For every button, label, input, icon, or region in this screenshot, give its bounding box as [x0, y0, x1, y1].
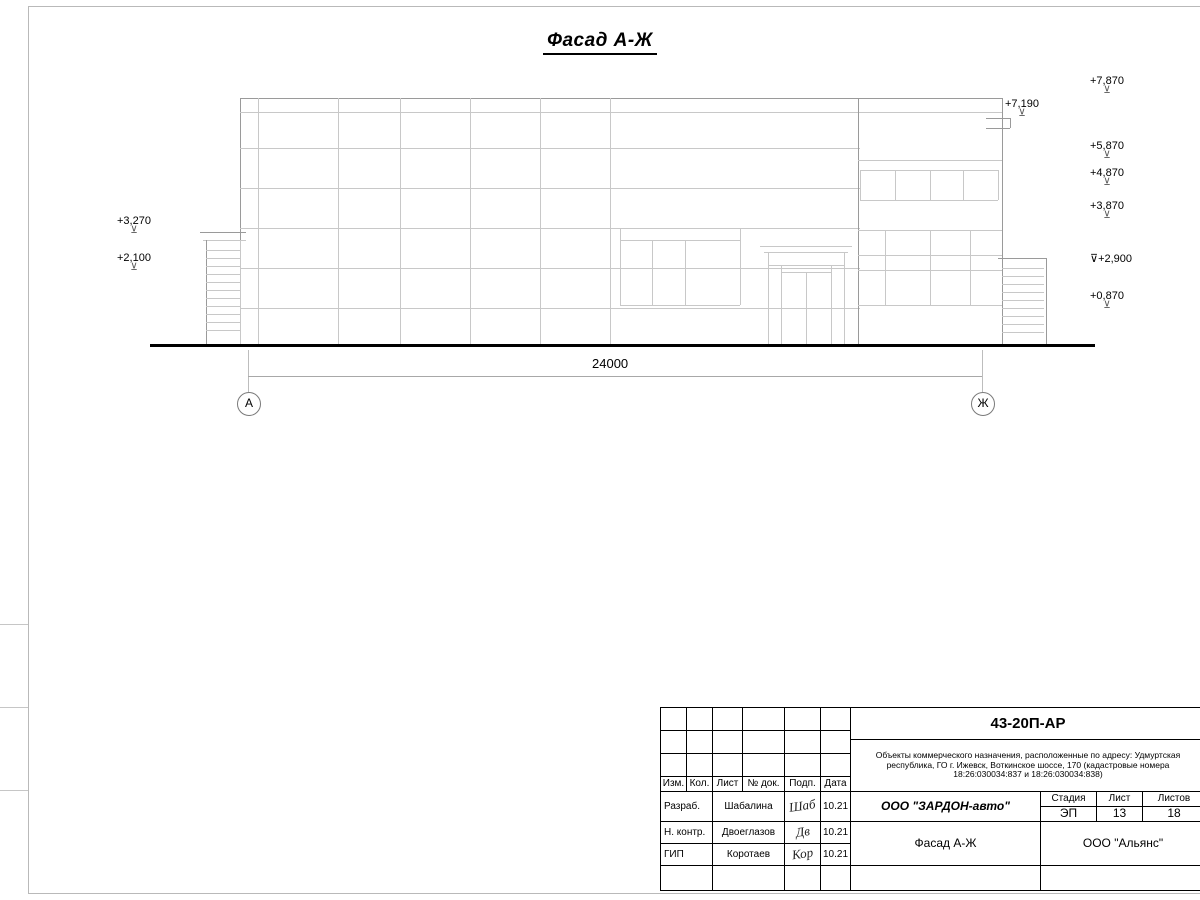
revision-header-podp: Подп.: [785, 777, 821, 792]
window-mullion: [998, 170, 999, 200]
level-mark-value: +7,870: [1090, 75, 1124, 87]
page-title-text: Фасад А-Ж: [543, 30, 657, 55]
role-signature-gip: [785, 844, 821, 866]
sheet-frame-left-edge: [28, 6, 29, 894]
louvre-slat: [1002, 324, 1044, 325]
facade-block-line: [858, 160, 1002, 161]
window-band-bottom: [860, 200, 998, 201]
stamp-blank-cell: [1041, 866, 1200, 891]
revision-header-list: Лист: [713, 777, 743, 792]
revision-cell: [743, 731, 785, 754]
louvre-slat: [206, 290, 240, 291]
role-name-gip: Коротаев: [713, 844, 785, 866]
facade-grid-line-h: [240, 148, 860, 149]
louvre-slat: [1002, 292, 1044, 293]
parapet-detail: [1010, 118, 1011, 128]
sheet-name: Фасад А-Ж: [851, 822, 1041, 866]
facade-grid-line-h: [240, 112, 1002, 113]
role-name-normcontrol: Двоеглазов: [713, 822, 785, 844]
entrance-door-jamb: [831, 265, 832, 344]
louvre-slat: [206, 258, 240, 259]
level-mark-arrow-icon: ⊻: [1103, 85, 1111, 96]
window-mullion: [860, 170, 861, 200]
louvre-slat: [206, 298, 240, 299]
axis-stem-a: [248, 350, 249, 392]
level-mark-arrow-icon: ⊻: [130, 262, 138, 273]
revision-header-kol: Кол.: [687, 777, 713, 792]
louvre-slat: [206, 266, 240, 267]
facade-grid-line-h: [240, 268, 860, 269]
level-mark-value: +2,900: [1098, 253, 1133, 265]
level-mark-arrow-icon: ⊻: [1103, 300, 1111, 311]
annex-roof-left: [200, 232, 246, 233]
level-mark-arrow-icon: ⊽: [1090, 253, 1099, 265]
window-mullion: [652, 240, 653, 305]
sheet-frame-top-edge: [28, 6, 1200, 7]
facade-grid-line-v: [338, 98, 339, 344]
louvre-slat: [206, 250, 240, 251]
stage-header-sheet: Лист: [1097, 792, 1143, 807]
revision-cell: [785, 731, 821, 754]
level-mark-right-4: [1090, 167, 1124, 186]
facade-grid-line-h: [240, 188, 860, 189]
customer-name: ООО "ЗАРДОН-авто": [851, 792, 1041, 822]
level-mark-value: +3,270: [117, 215, 151, 227]
window-mullion: [895, 170, 896, 200]
window-band-line: [620, 240, 740, 241]
facade-grid-line-v: [470, 98, 471, 344]
revision-cell: [743, 754, 785, 777]
louvre-slat: [1002, 276, 1044, 277]
level-mark-arrow-icon: ⊻: [1018, 108, 1026, 119]
level-mark-arrow-icon: ⊻: [130, 225, 138, 236]
level-mark-value: +5,870: [1090, 140, 1124, 152]
louvre-slat: [1002, 308, 1044, 309]
level-mark-right-6: [1090, 252, 1132, 265]
stamp-blank-cell: [785, 866, 821, 891]
revision-cell: [661, 731, 687, 754]
building-outline-top: [240, 98, 1002, 99]
annex-edge-left: [206, 240, 207, 344]
level-mark-right-5: [1090, 200, 1124, 219]
revision-cell: [821, 708, 851, 731]
revision-cell: [661, 708, 687, 731]
facade-grid-line-v: [610, 98, 611, 344]
role-signature-normcontrol: [785, 822, 821, 844]
designer-organization: ООО "Альянс": [1041, 822, 1200, 866]
louvre-slat: [1002, 332, 1044, 333]
parapet-detail: [986, 128, 1010, 129]
revision-header-izm: Изм.: [661, 777, 687, 792]
revision-cell: [821, 754, 851, 777]
level-mark-right-3: [1090, 140, 1124, 159]
sheet-margin-tick: [0, 707, 28, 708]
louvre-slat: [206, 330, 240, 331]
role-label-gip: ГИП: [661, 844, 713, 866]
window-mullion: [930, 230, 931, 305]
facade-grid-line-v: [258, 98, 259, 344]
page-title: [0, 30, 1200, 52]
stage-value-sheets: 18: [1143, 807, 1200, 822]
role-label-developer: Разраб.: [661, 792, 713, 822]
stamp-blank-cell: [851, 866, 1041, 891]
window-mullion: [970, 230, 971, 305]
stamp-blank-cell: [713, 866, 785, 891]
level-mark-value: +7,190: [1005, 98, 1039, 110]
level-mark-arrow-icon: ⊻: [1103, 150, 1111, 161]
overall-dimension-label: 24000: [592, 356, 629, 371]
role-signature-developer: [785, 792, 821, 822]
louvre-slat: [206, 282, 240, 283]
level-mark-arrow-icon: ⊻: [1103, 210, 1111, 221]
louvre-slat: [1002, 284, 1044, 285]
signature-mark: Дв: [794, 823, 811, 840]
level-mark-value: +2,100: [117, 252, 151, 264]
louvre-slat: [1002, 316, 1044, 317]
stage-value-sheet: 13: [1097, 807, 1143, 822]
role-label-normcontrol: Н. контр.: [661, 822, 713, 844]
axis-stem-zh: [982, 350, 983, 392]
louvre-slat: [1002, 300, 1044, 301]
stage-header-stage: Стадия: [1041, 792, 1097, 807]
facade-grid-line-h: [240, 308, 860, 309]
object-description: Объекты коммерческого назначения, расположенные по адресу: Удмуртская республика, ГО г. Ижевск, Воткинское шоссе, 170 (кадастровые номера 18:26:030034:837 и 18:26:030034:838): [851, 740, 1200, 792]
role-date-normcontrol: 10.21: [821, 822, 851, 844]
revision-cell: [785, 754, 821, 777]
level-mark-value: +3,870: [1090, 200, 1124, 212]
revision-cell: [821, 731, 851, 754]
level-mark-value: +0,870: [1090, 290, 1124, 302]
revision-cell: [713, 754, 743, 777]
louvre-slat: [206, 322, 240, 323]
window-mullion: [885, 230, 886, 305]
signature-mark: Кор: [790, 844, 814, 863]
sheet-margin-tick: [0, 790, 28, 791]
level-mark-left-1: [117, 215, 151, 234]
level-mark-value: +4,870: [1090, 167, 1124, 179]
facade-grid-line-v: [400, 98, 401, 344]
entrance-canopy: [760, 246, 852, 247]
revision-cell: [687, 708, 713, 731]
role-date-gip: 10.21: [821, 844, 851, 866]
revision-cell: [661, 754, 687, 777]
louvre-slat: [206, 274, 240, 275]
louvre-slat: [1002, 268, 1044, 269]
ground-line: [150, 344, 1095, 347]
revision-header-ndok: № док.: [743, 777, 785, 792]
stage-header-sheets: Листов: [1143, 792, 1200, 807]
window-mullion: [740, 228, 741, 305]
window-mullion: [930, 170, 931, 200]
facade-block-divider: [858, 98, 859, 344]
level-mark-left-2: [117, 252, 151, 271]
window-mullion: [685, 240, 686, 305]
entrance-header: [768, 265, 844, 266]
axis-bubble-a: А: [237, 392, 261, 416]
annex-edge-right-outer: [1046, 258, 1047, 344]
stamp-blank-cell: [821, 866, 851, 891]
level-mark-right-7: [1090, 290, 1124, 309]
annex-edge-right: [240, 240, 241, 344]
stamp-blank-cell: [661, 866, 713, 891]
sheet-margin-tick: [0, 624, 28, 625]
facade-grid-line-v: [540, 98, 541, 344]
signature-mark: Шаб: [788, 796, 817, 815]
window-band-top: [860, 170, 998, 171]
parapet-detail: [986, 118, 1010, 119]
role-date-developer: 10.21: [821, 792, 851, 822]
revision-cell: [743, 708, 785, 731]
louvre-slat: [206, 306, 240, 307]
level-mark-arrow-icon: ⊻: [1103, 177, 1111, 188]
level-mark-right-1: [1090, 75, 1124, 94]
facade-grid-line-h: [240, 228, 860, 229]
stage-value-stage: ЭП: [1041, 807, 1097, 822]
revision-cell: [687, 731, 713, 754]
window-band-bottom: [620, 305, 740, 306]
window-mullion: [963, 170, 964, 200]
annex-roof-right: [998, 258, 1046, 259]
window-mullion: [620, 228, 621, 305]
entrance-door-leaf-divider: [806, 272, 807, 344]
revision-cell: [713, 708, 743, 731]
role-name-developer: Шабалина: [713, 792, 785, 822]
entrance-canopy-line: [764, 252, 848, 253]
entrance-door-jamb: [781, 265, 782, 344]
louvre-slat: [206, 314, 240, 315]
entrance-door-top: [781, 272, 831, 273]
title-block: [660, 707, 1200, 891]
revision-header-data: Дата: [821, 777, 851, 792]
facade-elevation-drawing: [117, 60, 1133, 420]
document-code: 43-20П-АР: [851, 708, 1200, 740]
window-band-top: [620, 228, 740, 229]
overall-dimension-line: [248, 376, 982, 377]
sheet-frame-bottom-edge: [28, 893, 1200, 894]
revision-cell: [713, 731, 743, 754]
level-mark-right-2: [1005, 98, 1039, 117]
revision-cell: [785, 708, 821, 731]
entrance-frame-right: [844, 252, 845, 344]
axis-bubble-zh: Ж: [971, 392, 995, 416]
revision-cell: [687, 754, 713, 777]
window-band-bottom: [858, 305, 1002, 306]
